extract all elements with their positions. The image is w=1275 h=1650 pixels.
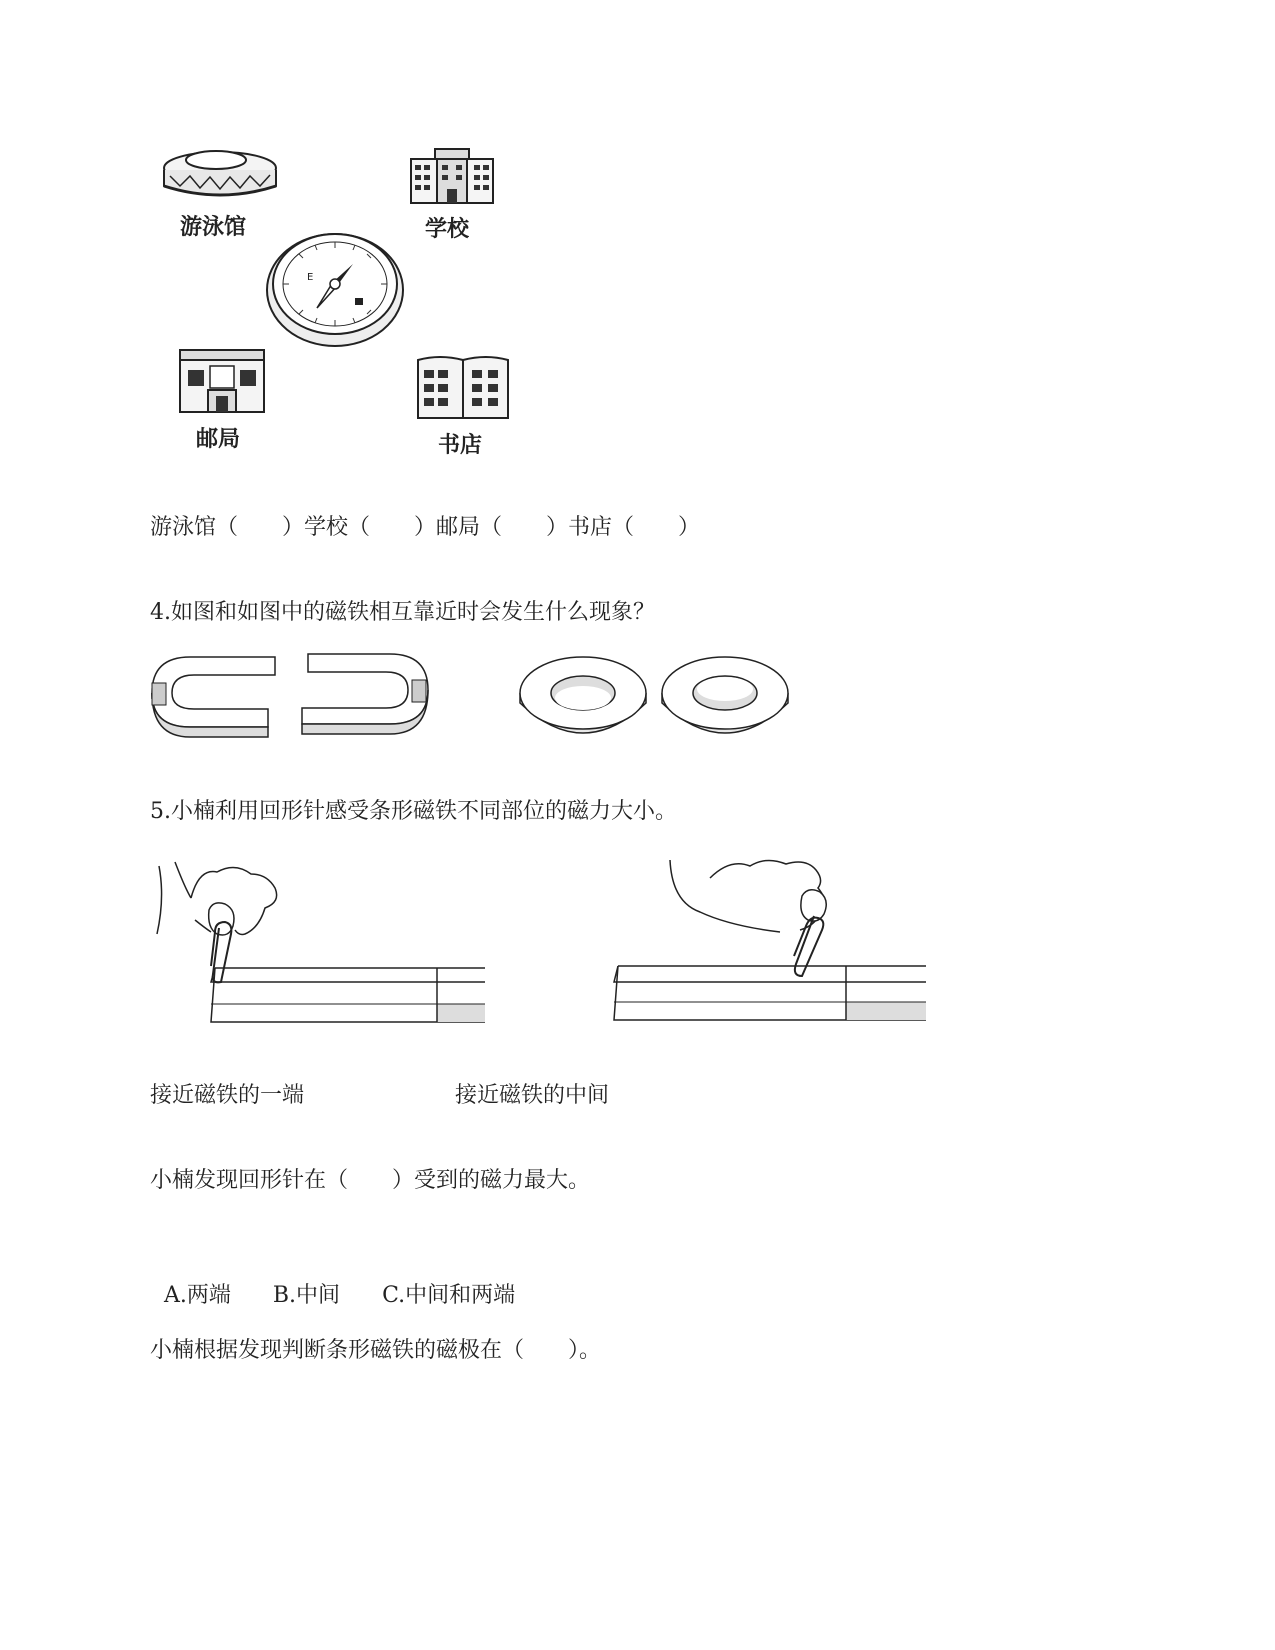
school-icon bbox=[405, 145, 500, 205]
option-c[interactable]: C.中间和两端 bbox=[382, 1283, 516, 1308]
paperclip-end-figure bbox=[155, 858, 495, 1030]
q3-answer-line: 游泳馆（ ）学校（ ）邮局（ ）书店（ ） bbox=[150, 515, 701, 540]
u-magnet-left bbox=[150, 655, 285, 740]
q5-sub-question-2: 小楠根据发现判断条形磁铁的磁极在（ ）。 bbox=[150, 1338, 602, 1363]
u-magnet-right bbox=[298, 652, 433, 737]
compass-icon bbox=[265, 228, 405, 348]
ring-magnet-left bbox=[518, 653, 648, 743]
option-b[interactable]: B.中间 bbox=[272, 1283, 341, 1308]
compass-e-letter: E bbox=[307, 272, 314, 283]
q4-question-text: 4.如图和如图中的磁铁相互靠近时会发生什么现象？ bbox=[150, 600, 655, 625]
bookstore-label: 书店 bbox=[438, 433, 483, 458]
q5-options bbox=[150, 1251, 515, 1311]
caption-near-end: 接近磁铁的一端 bbox=[150, 1083, 305, 1108]
q5-question-text: 5.小楠利用回形针感受条形磁铁不同部位的磁力大小。 bbox=[150, 799, 677, 824]
swimming-pool-icon bbox=[160, 140, 285, 205]
bookstore-icon bbox=[416, 352, 510, 420]
caption-near-middle: 接近磁铁的中间 bbox=[455, 1083, 610, 1108]
ring-magnet-right bbox=[660, 653, 790, 743]
school-label: 学校 bbox=[425, 217, 470, 242]
option-a[interactable]: A.两端 bbox=[164, 1283, 231, 1308]
q5-sub-question-1: 小楠发现回形针在（ ）受到的磁力最大。 bbox=[150, 1168, 591, 1193]
swimming-pool-label: 游泳馆 bbox=[180, 215, 247, 240]
post-office-label: 邮局 bbox=[196, 427, 241, 452]
post-office-icon bbox=[178, 348, 266, 414]
paperclip-middle-figure bbox=[610, 852, 935, 1024]
